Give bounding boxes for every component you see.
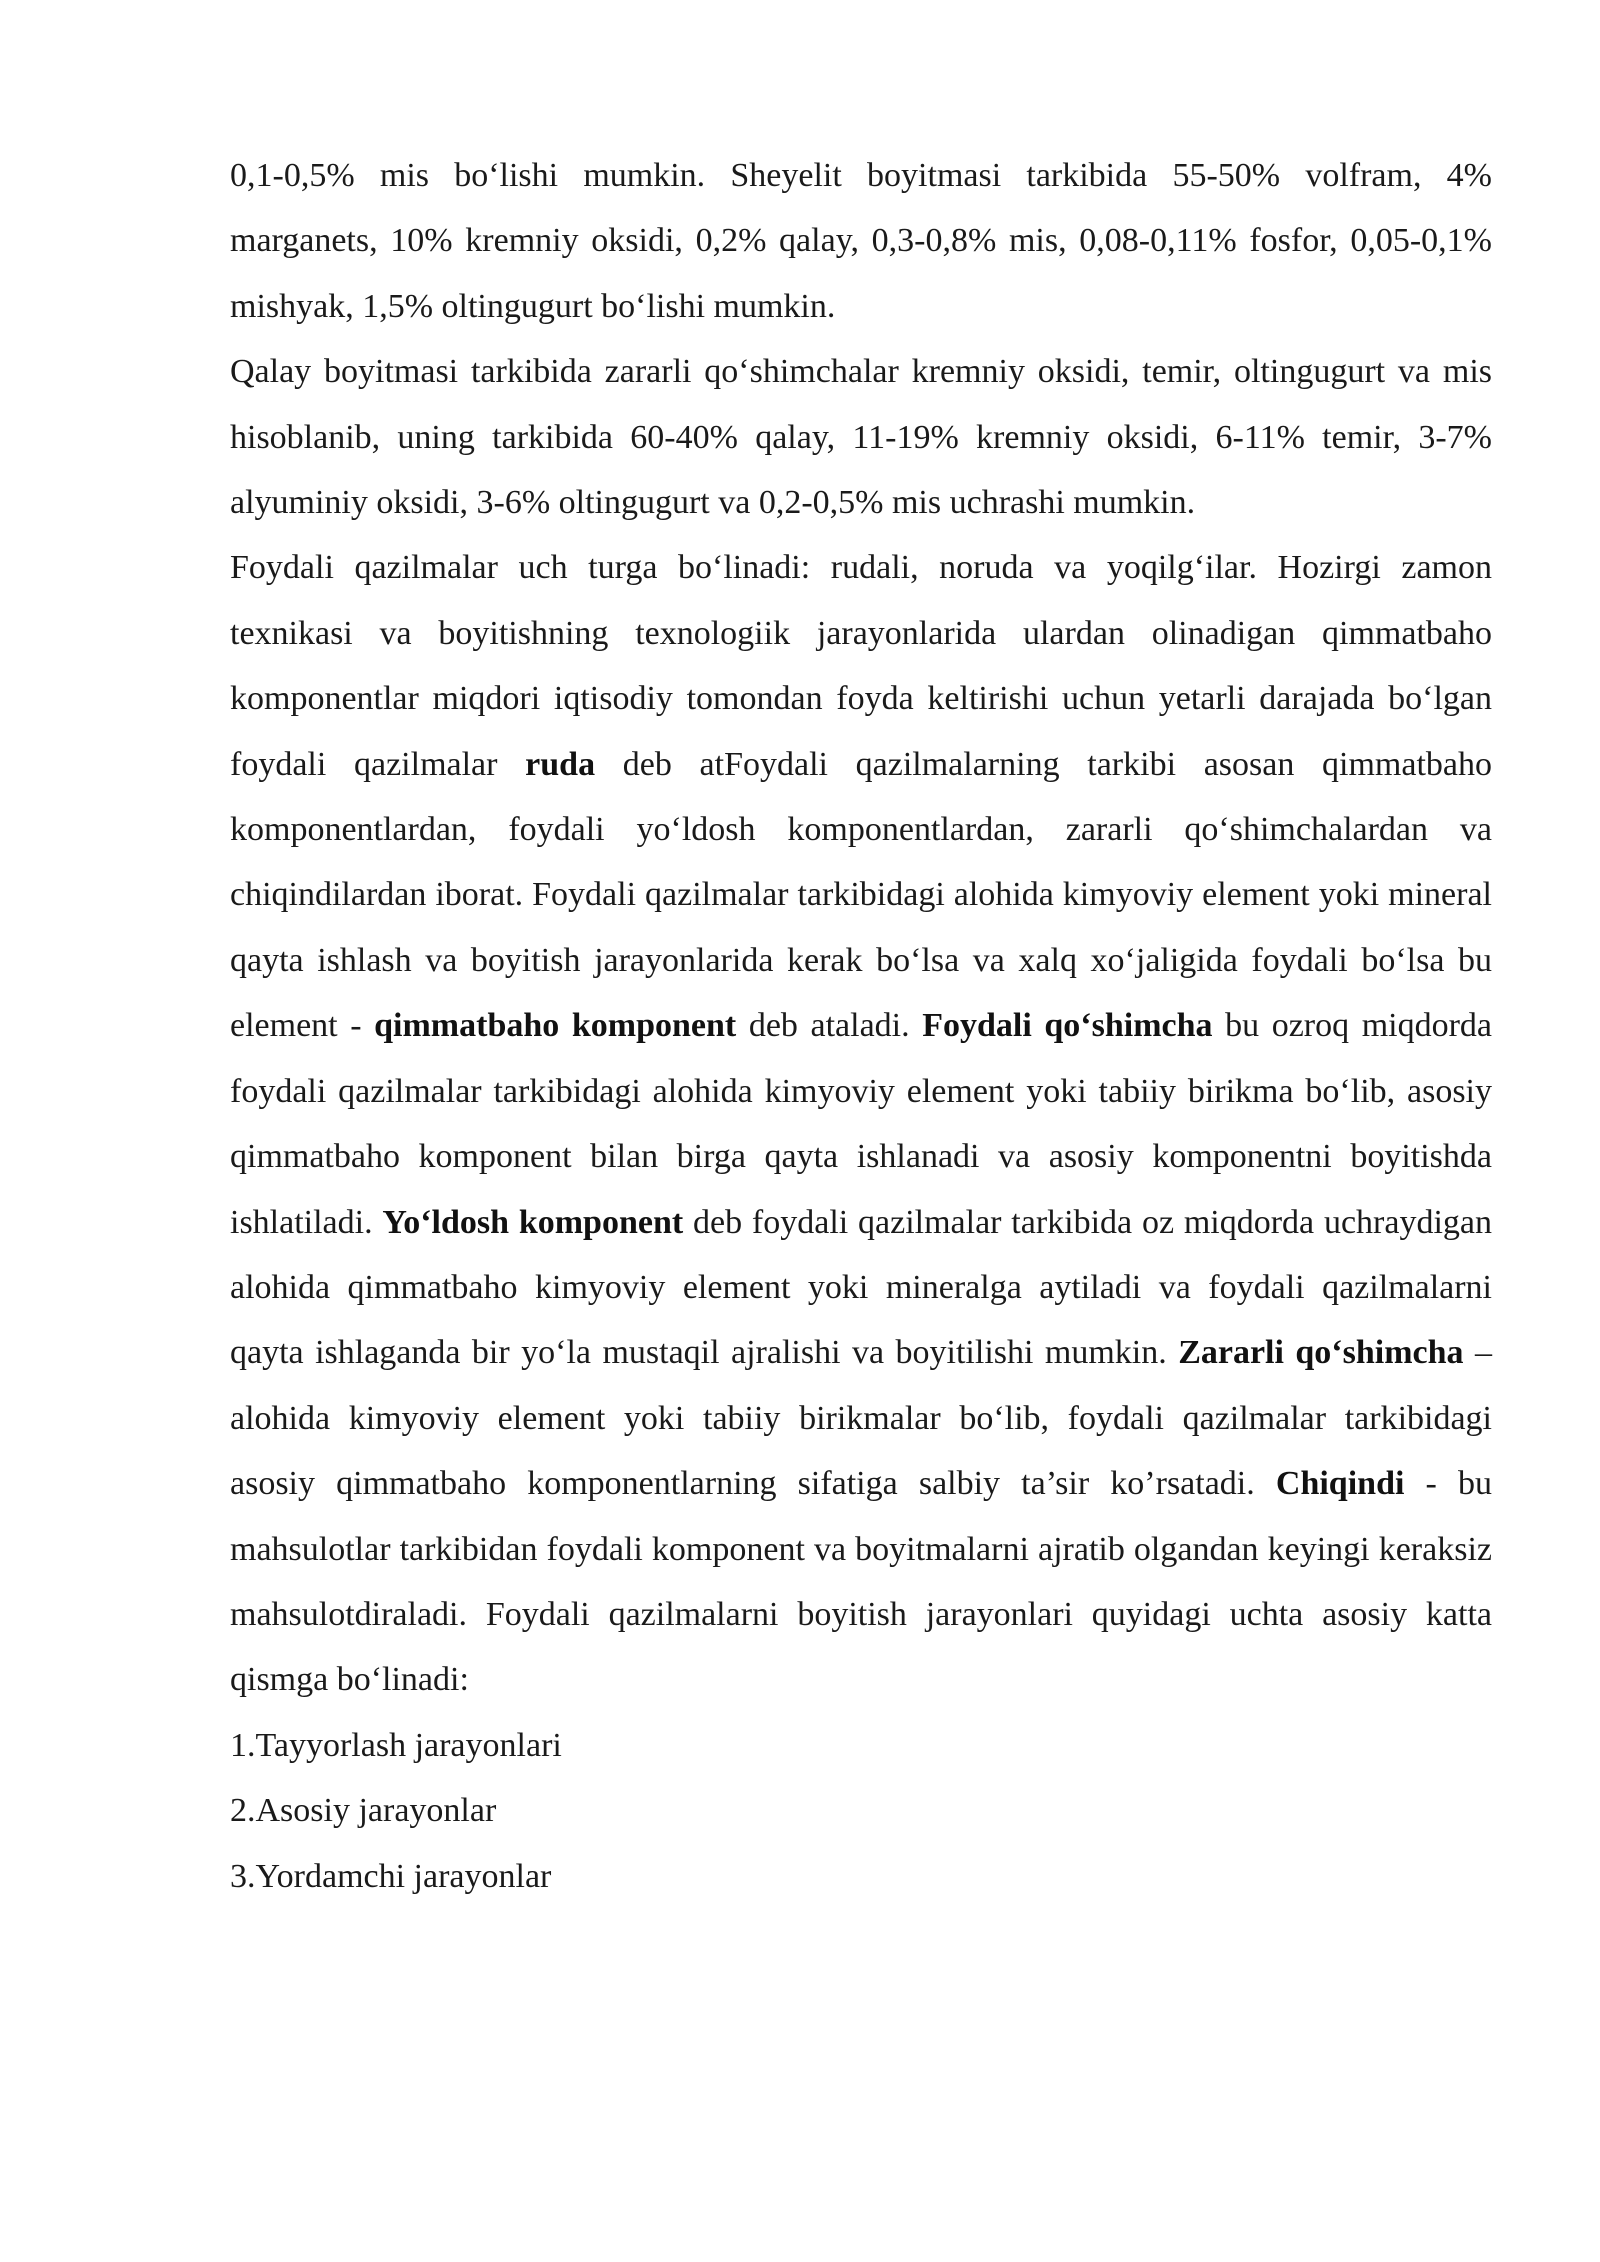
paragraph-ore-concentrates	[230, 143, 1492, 339]
term-foydali-qoshimcha: Foydali qo‘shimcha	[922, 1007, 1213, 1045]
text-segment: - bu mahsulotlar tarkibidan foydali komponent va boyitmalarni ajratib olgandan keyingi keraksiz mahsulotdiraladi. Foydali qazilmalarni boyitish jarayonlari quyidagi uchta asosiy katta qismga bo‘linadi:	[230, 1465, 1493, 1699]
text-segment: deb atFoydali qazilmalarning tarkibi asosan qimmatbaho komponentlardan, foydali yo‘ldosh komponentlardan, zararli qo‘shimchalardan va chiqindilardan iborat. Foydali qazilmalar tarkibidagi alohida kimyoviy element yoki mineral qayta ishlash va boyitish jarayonlarida kerak bo‘lsa va xalq xo‘jaligida foydali bo‘lsa bu element -	[230, 745, 1492, 1045]
paragraph-text: Qalay boyitmasi tarkibida zararli qo‘shimchalar kremniy oksidi, temir, oltingugurt va mis hisoblanib, uning tarkibida 60-40% qalay, 11-19% kremniy oksidi, 6-11% temir, 3-7% alyuminiy oksidi, 3-6% oltingugurt va 0,2-0,5% mis uchrashi mumkin.	[230, 353, 1492, 522]
text-segment: deb ataladi.	[736, 1007, 923, 1045]
text-segment: Foydali qazilmalar uch turga bo‘linadi: rudali, noruda va yoqilg‘ilar. Hozirgi zamon texnikasi va boyitishning texnologiik jarayonlarida ulardan olinadigan qimmatbaho komponentlar miqdori iqtisodiy tomondan foyda keltirishi uchun yetarli darajada bo‘lgan foydali qazilmalar	[230, 549, 1492, 783]
paragraph-text: 0,1-0,5% mis bo‘lishi mumkin. Sheyelit boyitmasi tarkibida 55-50% volfram, 4% marganets, 10% kremniy oksidi, 0,2% qalay, 0,3-0,8% mis, 0,08-0,11% fosfor, 0,05-0,1% mishyak, 1,5% oltingugurt bo‘lishi mumkin.	[230, 157, 1492, 325]
term-ruda: ruda	[525, 745, 596, 783]
paragraph-mineral-definitions	[230, 535, 1492, 1712]
list-item: 1.Tayyorlash jarayonlari	[230, 1726, 562, 1764]
list-item: 3.Yordamchi jarayonlar	[230, 1857, 552, 1895]
process-list	[230, 1713, 1492, 1909]
term-zararli-qoshimcha: Zararli qo‘shimcha	[1178, 1334, 1464, 1372]
term-yoldosh-komponent: Yo‘ldosh komponent	[382, 1203, 684, 1241]
text-segment: – alohida kimyoviy element yoki tabiiy birikmalar bo‘lib, foydali qazilmalar tarkibidagi asosiy qimmatbaho komponentlarning sifatiga salbiy ta’sir ko’rsatadi.	[230, 1334, 1492, 1503]
document-page	[230, 143, 1492, 1909]
text-segment: deb foydali qazilmalar tarkibida oz miqdorda uchraydigan alohida qimmatbaho kimyoviy element yoki mineralga aytiladi va foydali qazilmalarni qayta ishlaganda bir yo‘la mustaqil ajralishi va boyitilishi mumkin.	[230, 1203, 1493, 1372]
term-qimmatbaho-komponent: qimmatbaho komponent	[374, 1007, 737, 1045]
paragraph-tin-concentrate	[230, 339, 1492, 535]
term-chiqindi: Chiqindi	[1275, 1465, 1405, 1503]
list-item: 2.Asosiy jarayonlar	[230, 1792, 497, 1830]
text-segment: bu ozroq miqdorda foydali qazilmalar tarkibidagi alohida kimyoviy element yoki tabiiy birikma bo‘lib, asosiy qimmatbaho komponent bilan birga qayta ishlanadi va asosiy komponentni boyitishda ishlatiladi.	[230, 1007, 1493, 1241]
